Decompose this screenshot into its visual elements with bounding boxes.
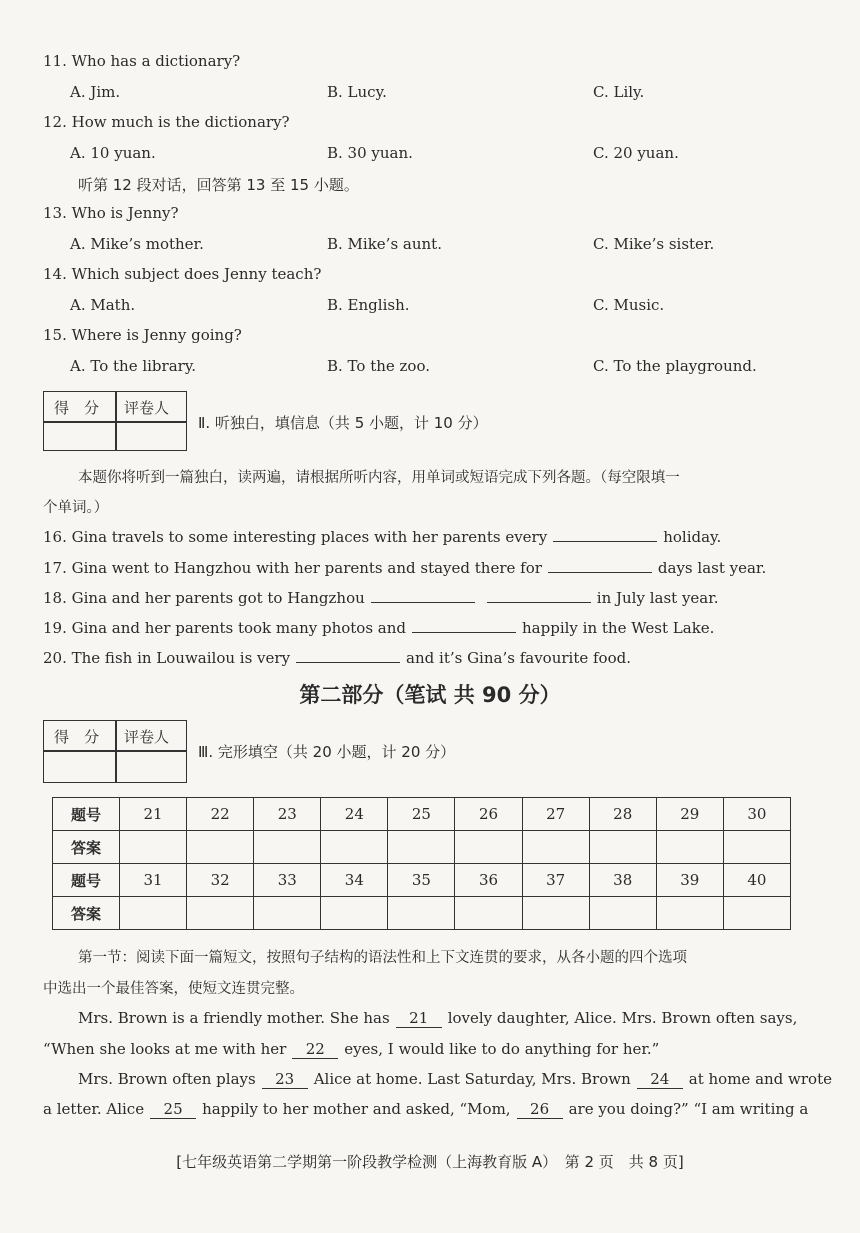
score-label: 得 分 [54, 728, 100, 746]
question-12: 12. How much is the dictionary? [43, 113, 290, 131]
answer-cell[interactable] [254, 897, 321, 930]
page-footer: [七年级英语第二学期第一阶段教学检测（上海教育版 A） 第 2 页 共 8 页] [176, 1153, 684, 1171]
answer-cell[interactable] [455, 831, 522, 864]
answer-cell[interactable] [589, 831, 656, 864]
item-20 [43, 649, 631, 667]
qnum-cell: 22 [187, 798, 254, 831]
item-20-tail: and it’s Gina’s favourite food. [406, 649, 631, 667]
cloze-p2-line2 [43, 1100, 808, 1119]
cloze-text: Mrs. Brown often plays [78, 1070, 256, 1088]
item-19-text: 19. Gina and her parents took many photos and [43, 619, 407, 637]
table-row [53, 798, 791, 831]
dialog-12-note: 听第 12 段对话，回答第 13 至 15 小题。 [78, 176, 359, 194]
answer-cell[interactable] [388, 897, 455, 930]
option-12c: C. 20 yuan. [593, 144, 679, 162]
question-13: 13. Who is Jenny? [43, 204, 179, 222]
score-label: 得 分 [54, 399, 100, 417]
option-12a: A. 10 yuan. [70, 144, 156, 162]
qnum-cell: 24 [321, 798, 388, 831]
blank-18a[interactable] [371, 602, 475, 603]
answer-cell[interactable] [388, 831, 455, 864]
row-label-answer: 答案 [53, 897, 120, 930]
option-11b: B. Lucy. [327, 83, 387, 101]
qnum-cell: 21 [120, 798, 187, 831]
cloze-text: “When she looks at me with her [43, 1040, 287, 1058]
answer-cell[interactable] [120, 897, 187, 930]
qnum-cell: 26 [455, 798, 522, 831]
answer-cell[interactable] [656, 831, 723, 864]
answer-cell[interactable] [187, 897, 254, 930]
qnum-cell: 35 [388, 864, 455, 897]
qnum-cell: 25 [388, 798, 455, 831]
answer-cell[interactable] [589, 897, 656, 930]
blank-16[interactable] [553, 541, 657, 542]
option-15b: B. To the zoo. [327, 357, 431, 375]
item-16 [43, 528, 721, 546]
cloze-instruction-line2: 中选出一个最佳答案，使短文连贯完整。 [43, 981, 304, 997]
score-box-section-2 [43, 391, 187, 451]
question-14: 14. Which subject does Jenny teach? [43, 265, 322, 283]
blank-20[interactable] [296, 662, 400, 663]
answer-cell[interactable] [723, 831, 790, 864]
cloze-text: happily to her mother and asked, “Mom, [202, 1100, 511, 1118]
question-15: 15. Where is Jenny going? [43, 326, 242, 344]
cloze-text: are you doing?” “I am writing a [568, 1100, 809, 1118]
qnum-cell: 37 [522, 864, 589, 897]
option-13a: A. Mike’s mother. [70, 235, 204, 253]
option-14b: B. English. [327, 296, 410, 314]
row-label-number: 题号 [53, 798, 120, 831]
table-row [53, 864, 791, 897]
blank-26[interactable]: 26 [517, 1100, 563, 1119]
option-12b: B. 30 yuan. [327, 144, 413, 162]
blank-25[interactable]: 25 [150, 1100, 196, 1119]
qnum-cell: 30 [723, 798, 790, 831]
cloze-text: Alice at home. Last Saturday, Mrs. Brown [313, 1070, 631, 1088]
qnum-cell: 28 [589, 798, 656, 831]
qnum-cell: 39 [656, 864, 723, 897]
question-11: 11. Who has a dictionary? [43, 52, 241, 70]
item-17 [43, 559, 766, 577]
option-13b: B. Mike’s aunt. [327, 235, 442, 253]
blank-24[interactable]: 24 [637, 1070, 683, 1089]
section-3-title: Ⅲ. 完形填空（共 20 小题，计 20 分） [198, 743, 456, 761]
answer-cell[interactable] [522, 831, 589, 864]
cloze-p1-line2 [43, 1040, 659, 1059]
item-18 [43, 589, 719, 607]
section-2-title: Ⅱ. 听独白，填信息（共 5 小题，计 10 分） [198, 414, 488, 432]
option-11c: C. Lily. [593, 83, 645, 101]
qnum-cell: 33 [254, 864, 321, 897]
row-label-answer: 答案 [53, 831, 120, 864]
qnum-cell: 40 [723, 864, 790, 897]
cloze-text: Mrs. Brown is a friendly mother. She has [78, 1009, 390, 1027]
item-19 [43, 619, 714, 637]
cloze-p1-line1 [78, 1009, 797, 1028]
qnum-cell: 27 [522, 798, 589, 831]
qnum-cell: 38 [589, 864, 656, 897]
qnum-cell: 36 [455, 864, 522, 897]
cloze-p2-line1 [78, 1070, 832, 1089]
blank-22[interactable]: 22 [292, 1040, 338, 1059]
answer-cell[interactable] [321, 831, 388, 864]
qnum-cell: 23 [254, 798, 321, 831]
option-15a: A. To the library. [70, 357, 197, 375]
item-20-text: 20. The fish in Louwailou is very [43, 649, 291, 667]
answer-cell[interactable] [455, 897, 522, 930]
cloze-text: eyes, I would like to do anything for her.” [344, 1040, 660, 1058]
answer-cell[interactable] [723, 897, 790, 930]
item-19-tail: happily in the West Lake. [522, 619, 715, 637]
option-14c: C. Music. [593, 296, 665, 314]
row-label-number: 题号 [53, 864, 120, 897]
section-2-intro-line2: 个单词。） [43, 500, 109, 516]
answer-cell[interactable] [321, 897, 388, 930]
section-2-intro-line1: 本题你将听到一篇独白，读两遍，请根据所听内容，用单词或短语完成下列各题。（每空限填一 [78, 470, 680, 486]
item-18-text: 18. Gina and her parents got to Hangzhou [43, 589, 365, 607]
item-17-text: 17. Gina went to Hangzhou with her parents and stayed there for [43, 559, 542, 577]
blank-19[interactable] [412, 632, 516, 633]
cloze-instruction-line1: 第一节：阅读下面一篇短文，按照句子结构的语法性和上下文连贯的要求，从各小题的四个选项 [78, 950, 687, 966]
cloze-text: a letter. Alice [43, 1100, 145, 1118]
score-box-section-3 [43, 720, 187, 783]
grader-label: 评卷人 [124, 728, 170, 746]
option-15c: C. To the playground. [593, 357, 757, 375]
item-16-tail: holiday. [663, 528, 722, 546]
qnum-cell: 32 [187, 864, 254, 897]
item-16-text: 16. Gina travels to some interesting places with her parents every [43, 528, 548, 546]
blank-17[interactable] [548, 572, 652, 573]
part-2-title: 第二部分（笔试 共 90 分） [299, 683, 561, 707]
cloze-text: lovely daughter, Alice. Mrs. Brown often says, [447, 1009, 798, 1027]
answer-cell[interactable] [120, 831, 187, 864]
item-17-tail: days last year. [657, 559, 767, 577]
answer-cell[interactable] [656, 897, 723, 930]
option-14a: A. Math. [70, 296, 136, 314]
item-18-tail: in July last year. [596, 589, 719, 607]
cloze-text: at home and wrote [688, 1070, 832, 1088]
qnum-cell: 29 [656, 798, 723, 831]
blank-18b[interactable] [487, 602, 591, 603]
blank-21[interactable]: 21 [396, 1009, 442, 1028]
option-13c: C. Mike’s sister. [593, 235, 715, 253]
answer-table [52, 797, 791, 930]
answer-cell[interactable] [187, 831, 254, 864]
answer-cell[interactable] [254, 831, 321, 864]
answer-cell[interactable] [522, 897, 589, 930]
blank-23[interactable]: 23 [262, 1070, 308, 1089]
qnum-cell: 34 [321, 864, 388, 897]
grader-label: 评卷人 [124, 399, 170, 417]
qnum-cell: 31 [120, 864, 187, 897]
table-row [53, 897, 791, 930]
table-row [53, 831, 791, 864]
option-11a: A. Jim. [70, 83, 121, 101]
